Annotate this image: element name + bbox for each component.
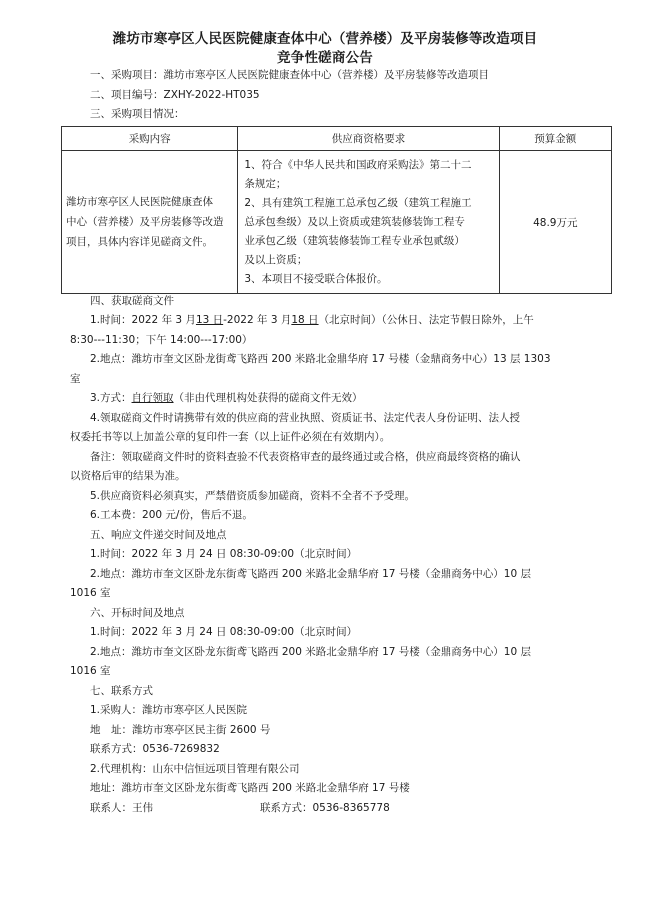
- obtain-method-prefix: 3.方式：: [90, 392, 132, 404]
- contact-purchaser-phone: 联系方式：0536-7269832: [90, 743, 220, 755]
- header-requirements: 供应商资格要求: [238, 127, 499, 151]
- obtain-place-line2: 室: [70, 373, 81, 385]
- requirement-line: 及以上资质；: [244, 253, 308, 266]
- obtain-time-suffix: （北京时间）（公休日、法定节假日除外，上午: [318, 314, 534, 326]
- opening-place-line: 2.地点：潍坊市奎文区卧龙东街鸢飞路西 200 米路北金鼎华府 17 号楼（金鼎商务中心）10 层: [90, 646, 531, 658]
- content-line: 潍坊市寒亭区人民医院健康查体: [66, 196, 213, 208]
- submission-place-line: 2.地点：潍坊市奎文区卧龙东街鸢飞路西 200 米路北金鼎华府 17 号楼（金鼎商务中心）10 层: [90, 568, 531, 580]
- obtain-time-prefix: 1.时间：2022 年 3 月: [90, 314, 196, 326]
- section-obtain-heading: 四、获取磋商文件: [90, 295, 174, 307]
- section-project-number: 二、项目编号：ZXHY-2022-HT035: [90, 89, 260, 101]
- obtain-end-date: 18 日: [291, 314, 319, 326]
- submission-time-line: 1.时间：2022 年 3 月 24 日 08:30-09:00（北京时间）: [90, 548, 358, 560]
- obtain-time-hours: 8:30---11:30；下午 14:00---17:00）: [70, 334, 253, 346]
- table-header-row: [62, 127, 612, 151]
- contact-purchaser-address: 地 址：潍坊市寒亭区民主街 2600 号: [90, 724, 271, 736]
- obtain-fee-line: 6.工本费：200 元/份，售后不退。: [90, 509, 253, 521]
- contact-purchaser: 1.采购人：潍坊市寒亭区人民医院: [90, 704, 248, 716]
- obtain-time-line: [90, 313, 534, 327]
- requirement-line: 2、具有建筑工程施工总承包乙级（建筑工程施工: [244, 196, 472, 209]
- section-contact-heading: 七、联系方式: [90, 685, 153, 697]
- document-subtitle: 竞争性磋商公告: [277, 50, 373, 66]
- section-procurement-heading: 三、采购项目情况：: [90, 108, 185, 120]
- obtain-method-suffix: （非由代理机构处获得的磋商文件无效）: [173, 392, 363, 404]
- content-line: 中心（营养楼）及平房装修等改造: [66, 216, 224, 228]
- cell-budget: [499, 151, 611, 294]
- obtain-documents-line: 4.领取磋商文件时请携带有效的供应商的营业执照、资质证书、法定代表人身份证明、法人授: [90, 412, 521, 424]
- requirement-line: 1、符合《中华人民共和国政府采购法》第二十二: [244, 158, 472, 171]
- document-title: 潍坊市寒亭区人民医院健康查体中心（营养楼）及平房装修等改造项目: [112, 31, 538, 47]
- opening-place-line2: 1016 室: [70, 665, 111, 677]
- table-row: [62, 151, 612, 294]
- section-submission-heading: 五、响应文件递交时间及地点: [90, 529, 227, 541]
- requirement-line: 业承包乙级（建筑装修装饰工程专业承包贰级）: [244, 234, 465, 247]
- obtain-place-line: 2.地点：潍坊市奎文区卧龙街鸢飞路西 200 米路北金鼎华府 17 号楼（金鼎商务中心）13 层 1303: [90, 353, 551, 365]
- cell-content: [62, 151, 238, 294]
- requirement-line: 条规定；: [244, 177, 287, 190]
- contact-agency-person: 联系人：王伟: [90, 802, 153, 814]
- header-budget: 预算金额: [499, 127, 611, 151]
- contact-agency-address: 地址：潍坊市奎文区卧龙东街鸢飞路西 200 米路北金鼎华府 17 号楼: [90, 782, 410, 794]
- contact-agency-phone: 联系方式：0536-8365778: [260, 802, 390, 814]
- submission-place-line2: 1016 室: [70, 587, 111, 599]
- contact-agency: 2.代理机构：山东中信恒远项目管理有限公司: [90, 763, 300, 775]
- obtain-note-line: 备注：领取磋商文件时的资料查验不代表资格审查的最终通过或合格，供应商最终资格的确认: [90, 451, 521, 463]
- content-line: 项目，具体内容详见磋商文件。: [66, 236, 213, 248]
- requirement-line: 总承包叁级）及以上资质或建筑装修装饰工程专: [244, 215, 465, 228]
- cell-requirements: [238, 151, 499, 294]
- obtain-method-line: [90, 391, 363, 405]
- obtain-note-line2: 以资格后审的结果为准。: [70, 470, 186, 482]
- procurement-table: [61, 126, 612, 294]
- obtain-authenticity-line: 5.供应商资料必须真实，严禁借资质参加磋商，资料不全者不予受理。: [90, 490, 416, 502]
- opening-time-line: 1.时间：2022 年 3 月 24 日 08:30-09:00（北京时间）: [90, 626, 358, 638]
- obtain-start-date: 13 日: [195, 314, 224, 326]
- section-project-name: 一、采购项目：潍坊市寒亭区人民医院健康查体中心（营养楼）及平房装修等改造项目: [90, 69, 489, 81]
- obtain-documents-line2: 权委托书等以上加盖公章的复印件一套（以上证件必须在有效期内）。: [70, 431, 391, 443]
- obtain-method-value: 自行领取: [131, 392, 174, 404]
- section-opening-heading: 六、开标时间及地点: [90, 607, 185, 619]
- header-content: 采购内容: [62, 127, 238, 151]
- budget-value: 48.9万元: [533, 216, 578, 229]
- obtain-time-mid: -2022 年 3 月: [223, 314, 292, 326]
- requirement-line: 3、本项目不接受联合体报价。: [244, 272, 388, 285]
